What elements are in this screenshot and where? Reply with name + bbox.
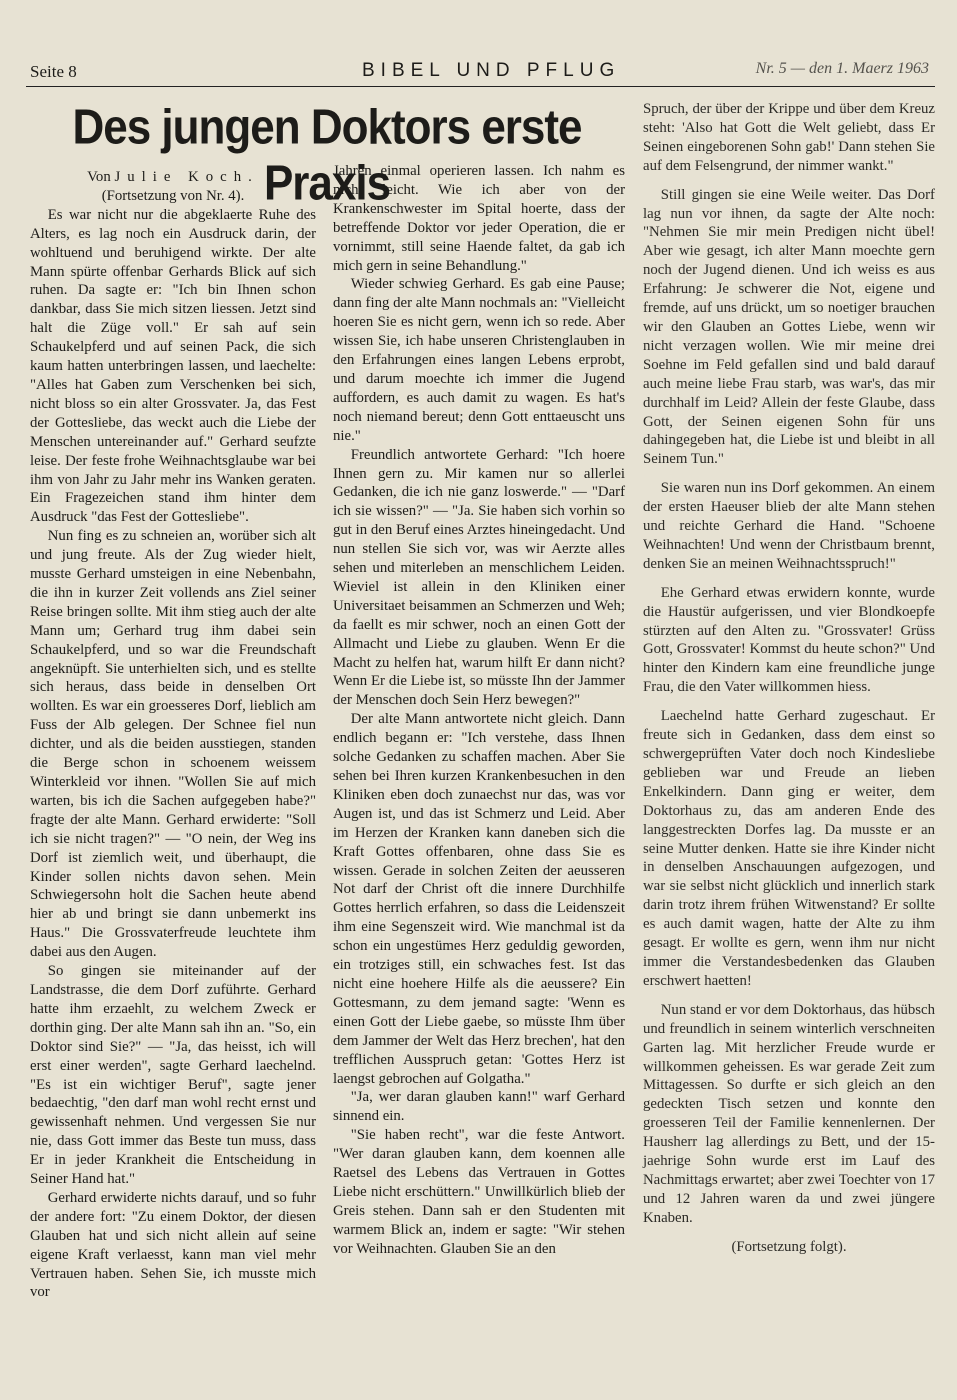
paragraph: Jahren einmal operieren lassen. Ich nahm es nicht leicht. Wie ich aber von der Krankenschwester im Spital hoerte, dass der betreffende Doktor vor jeder Operation, die er vornimmt, still seine Haende faltet, da gab ich mich gern in seine Behandlung." <box>333 163 625 274</box>
column-3 <box>643 100 935 1257</box>
paragraph: Still gingen sie eine Weile weiter. Das Dorf lag nun vor ihnen, da sagte der Alte noch: "Nehmen Sie mir mein Predigen nicht übel! Aber wie gesagt, ich alter Mann moechte gern noch der Jugend dienen. Und ich weiss es aus Erfahrung: Je schwerer die Not, eigene und fremde, auf uns drückt, um so noetiger brauchen wir den Glauben an Gottes Liebe, wenn wir nicht verzagen wollen. Wie mir meine drei Soehne im Feld gefallen sind und bald darauf auch meine liebe Frau starb, was war's, das mir durchhalf im Leid? Allein der feste Glaube, dass Gott, der Seinen eigenen Sohn für uns dahingegeben hat, die Liebe ist und bleibt in all Seinem Tun." <box>643 186 935 468</box>
paragraph: Wieder schwieg Gerhard. Es gab eine Pause; dann fing der alte Mann nochmals an: "Vielleicht hoeren Sie es nicht gern, wenn ich so rede. Aber wissen Sie, ich habe unseren Christenglauben in den Erfahrungen eines langen Lebens erprobt, und darum moechte ich immer die Jugend auffordern, es auch damit zu wagen. Es hat's noch niemand bereut; denn Gott enttaeuscht uns nie." <box>333 276 625 444</box>
issue-date: Nr. 5 — den 1. Maerz 1963 <box>755 60 929 77</box>
paragraph: Sie waren nun ins Dorf gekommen. An einem der ersten Haeuser blieb der alte Mann stehen und reichte Gerhard die Hand. "Schoene Weihnachten! Und wenn der Christbaum brennt, denken Sie an meinen Weihnachtsspruch!" <box>643 480 935 572</box>
masthead: BIBEL UND PFLUG <box>362 60 621 81</box>
paragraph: Es war nicht nur die abgeklaerte Ruhe des Alters, es lag noch ein Ausdruck darin, der wohltuend und beruhigend wirkte. Der alte Mann spürte offenbar Gerhards Blick auf sich ruhen. Da sagte er: "Ich bin Ihnen schon dankbar, dass Sie mich sitzen liessen. Jetzt sind halt die Züge voll." Er sah auf sein Schaukelpferd und auf seinen Pack, die sich kaum hatten unterbringen lassen, und laechelte: "Alles hat Gaben zum Verschenken bei sich, nicht bloss so ein alter Grossvater. Ja, das Fest der Gottesliebe, das weckt auch die Liebe der Menschen untereinander auf." Gerhard seufzte leise. Der feste frohe Weihnachtsglaube war bei ihm von Jahr zu Jahr mehr ins Wanken geraten. Ein Fragezeichen stand ihm hinter dem Ausdruck "das Fest der Gottesliebe". <box>30 206 316 526</box>
paragraph: Der alte Mann antwortete nicht gleich. Dann endlich begann er: "Ich verstehe, dass Ihnen solche Gedanken zu schaffen machen. Aber Sie sehen bei Ihren kurzen Krankenbesuchen in den Kliniken eben doch zunaechst nur das, was vor Augen ist, und das ist Schmerz und Leid. Aber im Herzen der Kranken kann daneben sich die Kraft Gottes offenbaren, ohne dass Sie es wissen. Gerade in solchen Zeiten der aeusseren Not darf der Christ oft die innere Durchhilfe Gottes herrlich erfahren, so dass die Leidenszeit ihm eine Segenszeit wird. Wie manchmal ist da schon ein ungestümes Herz geduldig geworden, ein trotziges still, ein schwaches fest. Ist das nicht eine hoehere Hilfe als die aeussere? Ein Gottesmann, zu dem jemand sagte: 'Wenn es einen Gott der Liebe gaebe, so müsste Ihm über dem Jammer der Welt das Herz brechen', hat den trefflichen Ausspruch getan: 'Gottes Herz ist laengst gebrochen auf Golgatha." <box>333 711 625 1087</box>
paragraph: Laechelnd hatte Gerhard zugeschaut. Er freute sich in Gedanken, dass dem einst so schwergeprüften Vater doch noch Kindesliebe geblieben war und Freude an lieben Enkelkindern. Dann ging er weiter, dem Doktorhaus zu, das am anderen Ende des langgestreckten Dorfes lag. Da musste er an seine Mutter denken. Hatte sie ihre Kinder nicht in denselben Anschauungen aufgezogen, und war sie selbst nicht glücklich und innerlich stark darin trotz ihrem frühen Witwenstand? Er sollte es auch damit wagen, hatte der Alte zu ihm gesagt. Er wollte es gern, wenn ihm nur nicht immer die Verstandesbedenken das Glauben erschwert haetten! <box>643 708 935 989</box>
paragraph: Spruch, der über der Krippe und über dem Kreuz steht: 'Also hat Gott die Welt geliebt, dass Er Seinen eingeborenen Sohn gab!' Dann stehen Sie auf dem Felsengrund, der nimmer wankt." <box>643 101 935 174</box>
header-rule <box>26 86 935 87</box>
page-number: Seite 8 <box>30 62 77 81</box>
byline <box>30 168 316 187</box>
paragraph: Ehe Gerhard etwas erwidern konnte, wurde die Haustür aufgerissen, und vier Blondkoepfe stürzten auf den Alten zu. "Grossvater! Grüss Gott, Grossvater! Kommst du heute schon?" Und hinter den Kindern kam eine freundliche junge Frau, die den Vater willkommen hiess. <box>643 584 935 696</box>
to-be-continued: (Fortsetzung folgt). <box>731 1238 847 1255</box>
paragraph: Nun fing es zu schneien an, worüber sich alt und jung freute. Als der Zug wieder hielt, musste Gerhard umsteigen in eine Nebenbahn, die ihn in kurzer Zeit vollends ans Ziel seiner Reise bringen sollte. Mit ihm stieg auch der alte Mann um; Gerhard trug ihm dabei sein Schaukelpferd, und so war die Freundschaft angeknüpft. Sie unterhielten sich, und es stellte sich heraus, dass beide in denselben Ort wollten. Es war ein groesseres Dorf, lieblich am Fuss der Alb gelegen. Der Schnee fiel nun dichter, und als die beiden ausstiegen, standen die Berge schon in schoenem weissem Winterkleid vor ihnen. "Wollen Sie auf mich warten, bis ich die Sachen aufgegeben habe?" fragte der alte Mann. Gerhard erwiderte: "Soll ich sie nicht tragen?" — "O nein, der Weg ins Dorf ist ziemlich weit, und überhaupt, die Kinder sollen nichts davon sehen. Mein Schwiegersohn holt die Sachen heute abend hier ab und bringt sie dann unbemerkt ins Haus." Die Grossvaterfreude leuchtete ihm dabei aus den Augen. <box>30 528 316 961</box>
paragraph: Freundlich antwortete Gerhard: "Ich hoere Ihnen gern zu. Mir kamen nur so allerlei Gedanken, die ich nie ganz loswerde." — "Darf ich sie wissen?" — "Ja. Sie haben sich vorhin so gut in den Beruf eines Arztes hineingedacht. Und nun stellen Sie sich vor, was wir Aerzte alles sehen und miterleben an menschlichem Leiden. Wieviel ist allein in den Kliniken einer Universitaet beisammen an Schmerzen und Weh; da faellt es mir schwer, noch an einen Gott der Allmacht und Liebe zu glauben. Wenn Er die Macht zu helfen hat, warum hilft Er dann nicht? Wenn Er die Liebe ist, so müsste Ihn der Jammer der Menschen doch Sein Herz bewegen?" <box>333 446 625 709</box>
paragraph: "Sie haben recht", war die feste Antwort. "Wer daran glauben kann, dem koennen alle Raetsel des Lebens das Vertrauen in Gottes Liebe nicht erschüttern." Unwillkürlich blieb der Greis stehen. Dann sah er den Studenten mit warmem Blick an, indem er sagte: "Wir stehen vor Weihnachten. Glauben Sie an den <box>333 1127 625 1257</box>
page-header <box>26 54 935 86</box>
column-1 <box>30 168 316 1302</box>
paragraph: Gerhard erwiderte nichts darauf, und so fuhr der andere fort: "Zu einem Doktor, der diesen Glauben hat und sich nicht allein auf seine eigene Kraft verlaesst, kann man viel mehr Vertrauen haben. Sehen Sie, ich musste mich vor <box>30 1189 316 1301</box>
byline-prefix: Von <box>87 169 111 185</box>
author-name: Julie Koch. <box>114 169 259 185</box>
continuation-note: (Fortsetzung von Nr. 4). <box>101 187 245 204</box>
article-title: Des jungen Doktors erste Praxis <box>72 100 582 211</box>
paragraph: Nun stand er vor dem Doktorhaus, das hübsch und freundlich in seinem winterlich verschneiten Garten lag. Mit herzlicher Freude wurde er willkommen geheissen. Es war gerade Zeit zum Mittagessen. So durfte er sich gleich an den gedeckten Tisch setzen und konnte den groesseren Teil der Familie kennenlernen. Der Hausherr lag allerdings zu Bett, und der 15-jaehrige Sohn wurde erst im Lauf des Nachmittags erwartet; aber zwei Toechter von 17 und 12 Jahren waren da und zwei jüngere Knaben. <box>643 1001 935 1226</box>
column-2 <box>333 162 625 1259</box>
paragraph: "Ja, wer daran glauben kann!" warf Gerhard sinnend ein. <box>333 1089 625 1125</box>
paragraph: So gingen sie miteinander auf der Landstrasse, die dem Dorf zuführte. Gerhard hatte ihm erzaehlt, zu welchem Zweck er dorthin ging. Der alte Mann sah ihn an. "So, ein Doktor sind Sie?" — "Ja, das heisst, ich will erst einer werden", sagte Gerhard laechelnd. "Es ist ein wichtiger Beruf", sagte jener bedaechtig, "den darf man wohl recht ernst und gewissenhaft nehmen. Und vergessen Sie nur nie, dass Gott immer das Beste tun muss, dass Er in jeder Krankheit die Entscheidung in Seiner Hand hat." <box>30 963 316 1188</box>
